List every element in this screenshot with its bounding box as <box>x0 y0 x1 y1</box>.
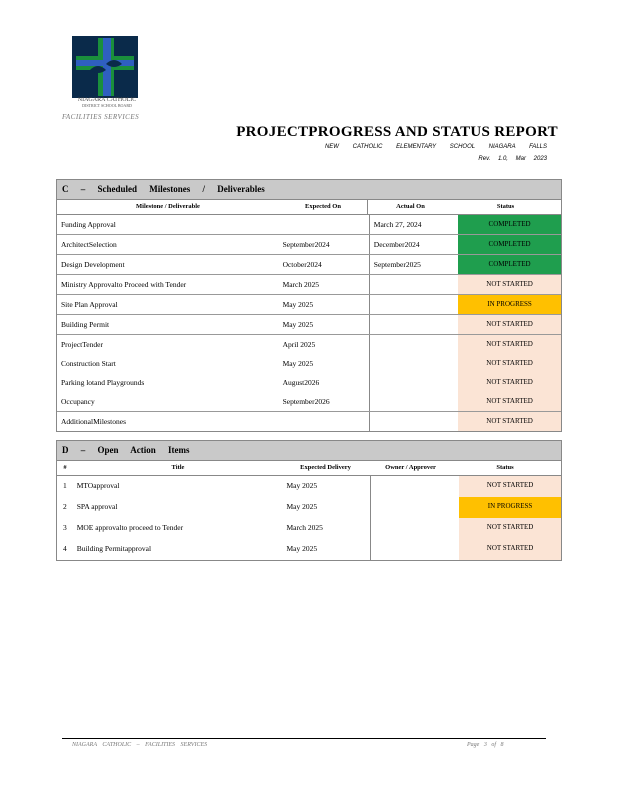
table-row <box>57 354 561 373</box>
table-row <box>57 476 561 497</box>
title-cell: MTOapproval <box>76 481 120 490</box>
actual-cell <box>369 295 457 314</box>
milestone-cell: Site Plan Approval <box>61 300 118 309</box>
actual-cell <box>369 392 457 411</box>
status-badge: NOT STARTED <box>457 335 561 354</box>
actual-cell <box>369 275 457 294</box>
expected-cell: September2026 <box>282 397 330 406</box>
col-actual: Actual On <box>367 200 453 214</box>
status-badge: NOT STARTED <box>458 476 561 497</box>
status-badge: NOT STARTED <box>457 392 561 411</box>
status-badge: NOT STARTED <box>458 518 561 539</box>
table-row <box>57 235 561 255</box>
expected-cell: August2026 <box>282 378 320 387</box>
action-items-column-header <box>57 461 561 476</box>
table-row <box>57 518 561 539</box>
milestone-cell: ArchitectSelection <box>61 240 117 249</box>
expected-cell: October2024 <box>282 260 322 269</box>
col-expected-delivery: Expected Delivery <box>300 464 351 471</box>
status-badge: NOT STARTED <box>457 315 561 334</box>
milestone-cell: Construction Start <box>61 359 116 368</box>
milestone-cell: Occupancy <box>61 397 95 406</box>
page-number: Page 3 of 8 <box>467 742 504 748</box>
status-badge: NOT STARTED <box>458 539 561 560</box>
expected-delivery-cell: March 2025 <box>286 523 323 532</box>
actual-cell <box>369 335 457 354</box>
col-status: Status <box>496 464 514 471</box>
milestone-cell: Parking lotand Playgrounds <box>61 378 145 387</box>
milestone-cell: Design Development <box>61 260 125 269</box>
title-cell: Building Permitapproval <box>76 544 152 553</box>
expected-delivery-cell: May 2025 <box>286 502 318 511</box>
col-owner: Owner / Approver <box>385 464 436 471</box>
owner-cell <box>370 518 458 539</box>
expected-cell: May 2025 <box>282 320 314 329</box>
actual-cell <box>369 373 457 392</box>
table-row <box>57 215 561 235</box>
action-items-heading: D – Open Action Items <box>57 441 561 461</box>
actual-cell: March 27, 2024 <box>369 215 457 234</box>
status-badge: NOT STARTED <box>457 412 561 431</box>
milestones-column-header <box>57 200 561 215</box>
milestone-cell: ProjectTender <box>61 340 103 349</box>
actual-cell <box>369 354 457 373</box>
expected-cell: May 2025 <box>282 359 314 368</box>
report-subtitle: NEW CATHOLIC ELEMENTARY SCHOOL NIAGARA FALLS <box>324 144 547 150</box>
milestone-cell: Building Permit <box>61 320 110 329</box>
table-row <box>57 412 561 431</box>
table-row <box>57 295 561 315</box>
department-label: FACILITIES SERVICES <box>62 113 140 121</box>
actual-cell <box>369 315 457 334</box>
expected-cell <box>279 412 369 431</box>
col-status: Status <box>496 203 515 210</box>
owner-cell <box>370 539 458 560</box>
expected-delivery-cell: May 2025 <box>286 481 318 490</box>
action-items-table <box>56 440 562 561</box>
col-milestone: Milestone / Deliverable <box>136 203 200 210</box>
milestones-heading: C – Scheduled Milestones / Deliverables <box>57 180 561 200</box>
actual-cell: September2025 <box>369 255 457 274</box>
table-row <box>57 255 561 275</box>
milestones-table <box>56 179 562 432</box>
expected-delivery-cell: May 2025 <box>286 544 318 553</box>
expected-cell: April 2025 <box>282 340 316 349</box>
table-row <box>57 392 561 412</box>
action-items-rows <box>57 476 561 560</box>
col-num: # <box>63 464 67 471</box>
table-row <box>57 539 561 560</box>
expected-cell: May 2025 <box>282 300 314 309</box>
row-number: 3 <box>62 523 67 532</box>
row-number: 2 <box>62 502 67 511</box>
owner-cell <box>370 476 458 497</box>
expected-cell <box>279 215 369 234</box>
logo-subtext: NIAGARA CATHOLIC DISTRICT SCHOOL BOARD <box>77 97 137 108</box>
milestone-cell: AdditionalMilestones <box>61 417 126 426</box>
status-badge: IN PROGRESS <box>457 295 561 314</box>
status-badge: COMPLETED <box>457 215 561 234</box>
cross-logo-icon <box>72 36 138 106</box>
milestone-cell: Funding Approval <box>61 220 116 229</box>
status-badge: NOT STARTED <box>457 373 561 392</box>
status-badge: NOT STARTED <box>457 275 561 294</box>
table-row <box>57 335 561 354</box>
table-row <box>57 315 561 335</box>
footer-divider <box>62 738 546 739</box>
footer-org: NIAGARA CATHOLIC – FACILITIES SERVICES <box>72 742 208 748</box>
col-expected: Expected On <box>305 203 341 210</box>
milestone-cell: Ministry Approvalto Proceed with Tender <box>61 280 187 289</box>
table-row <box>57 373 561 392</box>
report-title: PROJECTPROGRESS AND STATUS REPORT <box>236 124 558 140</box>
row-number: 1 <box>62 481 67 490</box>
status-badge: NOT STARTED <box>457 354 561 373</box>
table-row <box>57 275 561 295</box>
expected-cell: September2024 <box>282 240 330 249</box>
status-badge: COMPLETED <box>457 235 561 254</box>
status-badge: IN PROGRESS <box>458 497 561 518</box>
row-number: 4 <box>62 544 67 553</box>
milestones-rows <box>57 215 561 431</box>
status-badge: COMPLETED <box>457 255 561 274</box>
col-title: Title <box>171 464 185 471</box>
actual-cell <box>369 412 457 431</box>
expected-cell: March 2025 <box>282 280 320 289</box>
actual-cell: December2024 <box>369 235 457 254</box>
title-cell: MOE approvalto proceed to Tender <box>76 523 184 532</box>
table-row <box>57 497 561 518</box>
title-cell: SPA approval <box>76 502 118 511</box>
owner-cell <box>370 497 458 518</box>
report-revision: Rev. 1.0, Mar 2023 <box>478 156 547 162</box>
